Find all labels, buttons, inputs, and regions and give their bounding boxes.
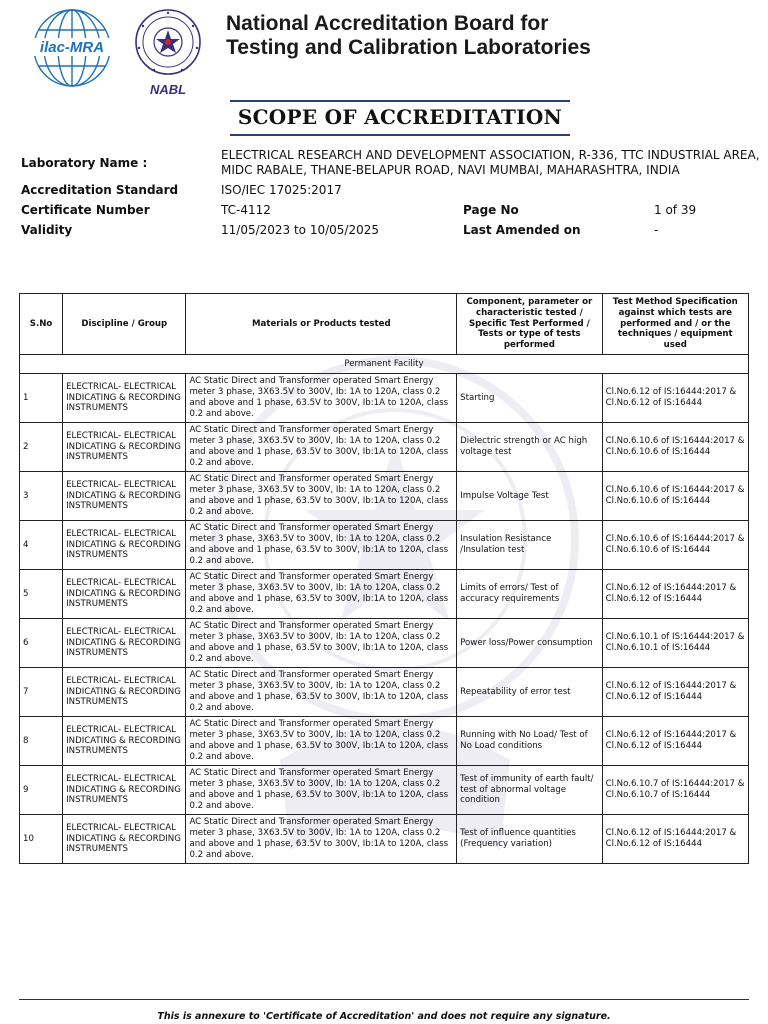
cell-method: Cl.No.6.12 of IS:16444:2017 & Cl.No.6.12 of IS:16444: [602, 374, 748, 423]
cell-parameter: Dielectric strength or AC high voltage test: [457, 423, 602, 472]
cell-parameter: Repeatability of error test: [457, 668, 602, 717]
cell-method: Cl.No.6.10.7 of IS:16444:2017 & Cl.No.6.10.7 of IS:16444: [602, 766, 748, 815]
svg-text:ilac-MRA: ilac-MRA: [39, 39, 105, 56]
cell-parameter: Starting: [457, 374, 602, 423]
cell-parameter: Test of immunity of earth fault/ test of abnormal voltage condition: [457, 766, 602, 815]
cell-discipline: ELECTRICAL- ELECTRICAL INDICATING & RECORDING INSTRUMENTS: [63, 374, 186, 423]
cell-sno: 2: [20, 423, 63, 472]
cell-materials: AC Static Direct and Transformer operated Smart Energy meter 3 phase, 3X63.5V to 300V, Ib: 1A to 120A, class 0.2 and above and 1 phase, 63.5V to 300V, Ib:1A to 120A, class 0.2 and above.: [186, 668, 457, 717]
cell-parameter: Power loss/Power consumption: [457, 619, 602, 668]
nabl-logo: [132, 8, 204, 98]
cell-sno: 3: [20, 472, 63, 521]
cell-materials: AC Static Direct and Transformer operated Smart Energy meter 3 phase, 3X63.5V to 300V, Ib: 1A to 120A, class 0.2 and above and 1 phase, 63.5V to 300V, Ib:1A to 120A, class 0.2 and above.: [186, 717, 457, 766]
cell-method: Cl.No.6.12 of IS:16444:2017 & Cl.No.6.12 of IS:16444: [602, 815, 748, 864]
certificate-label: Certificate Number: [21, 203, 150, 217]
cell-materials: AC Static Direct and Transformer operated Smart Energy meter 3 phase, 3X63.5V to 300V, Ib: 1A to 120A, class 0.2 and above and 1 phase, 63.5V to 300V, Ib:1A to 120A, class 0.2 and above.: [186, 423, 457, 472]
cell-method: Cl.No.6.10.6 of IS:16444:2017 & Cl.No.6.10.6 of IS:16444: [602, 423, 748, 472]
facility-row: [20, 355, 749, 374]
cell-discipline: ELECTRICAL- ELECTRICAL INDICATING & RECORDING INSTRUMENTS: [63, 668, 186, 717]
header-method: Test Method Specification against which tests are performed and / or the techniques / equipment used: [602, 294, 748, 355]
table-row: [20, 815, 749, 864]
svg-text:NABL: NABL: [149, 82, 187, 97]
lab-name-line1: ELECTRICAL RESEARCH AND DEVELOPMENT ASSOCIATION, R-336, TTC INDUSTRIAL AREA,: [221, 148, 760, 162]
cell-sno: 5: [20, 570, 63, 619]
header-materials: Materials or Products tested: [186, 294, 457, 355]
cell-discipline: ELECTRICAL- ELECTRICAL INDICATING & RECORDING INSTRUMENTS: [63, 472, 186, 521]
cell-discipline: ELECTRICAL- ELECTRICAL INDICATING & RECORDING INSTRUMENTS: [63, 570, 186, 619]
table-row: [20, 472, 749, 521]
cell-sno: 4: [20, 521, 63, 570]
cell-materials: AC Static Direct and Transformer operated Smart Energy meter 3 phase, 3X63.5V to 300V, Ib: 1A to 120A, class 0.2 and above and 1 phase, 63.5V to 300V, Ib:1A to 120A, class 0.2 and above.: [186, 570, 457, 619]
page-no-value: 1 of 39: [654, 203, 697, 217]
cell-parameter: Test of influence quantities (Frequency variation): [457, 815, 602, 864]
lab-name-line2: MIDC RABALE, THANE-BELAPUR ROAD, NAVI MUMBAI, MAHARASHTRA, INDIA: [221, 163, 680, 177]
cell-method: Cl.No.6.10.1 of IS:16444:2017 & Cl.No.6.10.1 of IS:16444: [602, 619, 748, 668]
cell-sno: 9: [20, 766, 63, 815]
table-row: [20, 766, 749, 815]
header-parameter: Component, parameter or characteristic tested / Specific Test Performed / Tests or type of tests performed: [457, 294, 602, 355]
cell-materials: AC Static Direct and Transformer operated Smart Energy meter 3 phase, 3X63.5V to 300V, Ib: 1A to 120A, class 0.2 and above and 1 phase, 63.5V to 300V, Ib:1A to 120A, class 0.2 and above.: [186, 766, 457, 815]
cell-materials: AC Static Direct and Transformer operated Smart Energy meter 3 phase, 3X63.5V to 300V, Ib: 1A to 120A, class 0.2 and above and 1 phase, 63.5V to 300V, Ib:1A to 120A, class 0.2 and above.: [186, 472, 457, 521]
footer-divider: [19, 999, 749, 1000]
cell-discipline: ELECTRICAL- ELECTRICAL INDICATING & RECORDING INSTRUMENTS: [63, 423, 186, 472]
cell-method: Cl.No.6.12 of IS:16444:2017 & Cl.No.6.12 of IS:16444: [602, 570, 748, 619]
last-amended-label: Last Amended on: [463, 223, 581, 237]
facility-label: Permanent Facility: [20, 355, 749, 374]
cell-parameter: Running with No Load/ Test of No Load conditions: [457, 717, 602, 766]
ilac-mra-logo: [30, 8, 114, 90]
cell-parameter: Impulse Voltage Test: [457, 472, 602, 521]
table-row: [20, 521, 749, 570]
cell-materials: AC Static Direct and Transformer operated Smart Energy meter 3 phase, 3X63.5V to 300V, Ib: 1A to 120A, class 0.2 and above and 1 phase, 63.5V to 300V, Ib:1A to 120A, class 0.2 and above.: [186, 374, 457, 423]
scope-table: [19, 293, 749, 864]
cell-method: Cl.No.6.12 of IS:16444:2017 & Cl.No.6.12 of IS:16444: [602, 717, 748, 766]
cell-discipline: ELECTRICAL- ELECTRICAL INDICATING & RECORDING INSTRUMENTS: [63, 619, 186, 668]
cell-method: Cl.No.6.10.6 of IS:16444:2017 & Cl.No.6.10.6 of IS:16444: [602, 472, 748, 521]
cell-discipline: ELECTRICAL- ELECTRICAL INDICATING & RECORDING INSTRUMENTS: [63, 766, 186, 815]
header-discipline: Discipline / Group: [63, 294, 186, 355]
cell-parameter: Insulation Resistance /Insulation test: [457, 521, 602, 570]
validity-value: 11/05/2023 to 10/05/2025: [221, 223, 380, 237]
standard-value: ISO/IEC 17025:2017: [221, 183, 342, 197]
cell-materials: AC Static Direct and Transformer operated Smart Energy meter 3 phase, 3X63.5V to 300V, Ib: 1A to 120A, class 0.2 and above and 1 phase, 63.5V to 300V, Ib:1A to 120A, class 0.2 and above.: [186, 619, 457, 668]
cell-discipline: ELECTRICAL- ELECTRICAL INDICATING & RECORDING INSTRUMENTS: [63, 815, 186, 864]
table-row: [20, 717, 749, 766]
organization-title-line1: National Accreditation Board for: [226, 12, 549, 35]
lab-name-label: Laboratory Name :: [21, 156, 148, 170]
footer-note: This is annexure to 'Certificate of Accreditation' and does not require any signature.: [157, 1011, 611, 1022]
cell-sno: 1: [20, 374, 63, 423]
table-row: [20, 619, 749, 668]
table-header-row: [20, 294, 749, 355]
nabl-seal-icon: [132, 8, 204, 98]
cell-method: Cl.No.6.10.6 of IS:16444:2017 & Cl.No.6.10.6 of IS:16444: [602, 521, 748, 570]
cell-discipline: ELECTRICAL- ELECTRICAL INDICATING & RECORDING INSTRUMENTS: [63, 521, 186, 570]
certificate-value: TC-4112: [221, 203, 271, 217]
cell-discipline: ELECTRICAL- ELECTRICAL INDICATING & RECORDING INSTRUMENTS: [63, 717, 186, 766]
standard-label: Accreditation Standard: [21, 183, 179, 197]
table-row: [20, 668, 749, 717]
organization-title: [226, 12, 746, 60]
table-row: [20, 374, 749, 423]
cell-sno: 10: [20, 815, 63, 864]
organization-title-line2: Testing and Calibration Laboratories: [226, 36, 591, 59]
cell-materials: AC Static Direct and Transformer operated Smart Energy meter 3 phase, 3X63.5V to 300V, Ib: 1A to 120A, class 0.2 and above and 1 phase, 63.5V to 300V, Ib:1A to 120A, class 0.2 and above.: [186, 521, 457, 570]
page-no-label: Page No: [463, 203, 519, 217]
cell-parameter: Limits of errors/ Test of accuracy requirements: [457, 570, 602, 619]
cell-sno: 6: [20, 619, 63, 668]
cell-sno: 8: [20, 717, 63, 766]
lab-name-value: [221, 148, 761, 178]
table-row: [20, 570, 749, 619]
scope-title: SCOPE OF ACCREDITATION: [230, 100, 570, 136]
cell-method: Cl.No.6.12 of IS:16444:2017 & Cl.No.6.12 of IS:16444: [602, 668, 748, 717]
last-amended-value: -: [654, 223, 659, 237]
validity-label: Validity: [21, 223, 73, 237]
table-row: [20, 423, 749, 472]
cell-sno: 7: [20, 668, 63, 717]
ilac-globe-icon: [30, 8, 114, 90]
header-sno: S.No: [20, 294, 63, 355]
cell-materials: AC Static Direct and Transformer operated Smart Energy meter 3 phase, 3X63.5V to 300V, Ib: 1A to 120A, class 0.2 and above and 1 phase, 63.5V to 300V, Ib:1A to 120A, class 0.2 and above.: [186, 815, 457, 864]
